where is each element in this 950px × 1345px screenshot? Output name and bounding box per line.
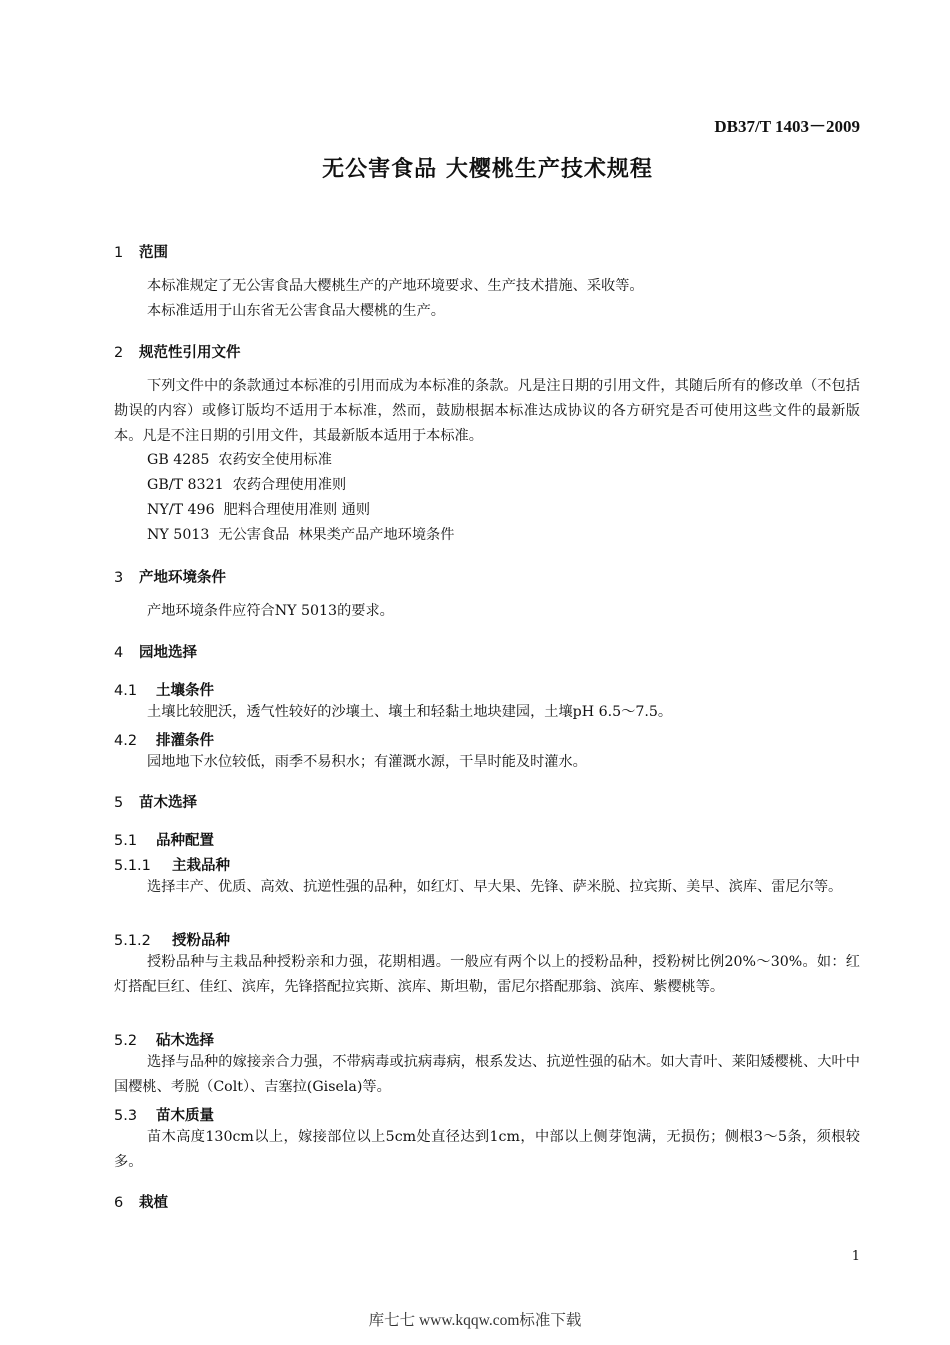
paragraph: 本标准适用于山东省无公害食品大樱桃的生产。: [147, 303, 445, 319]
page-title: 无公害食品 大樱桃生产技术规程: [322, 157, 653, 182]
section-title: 范围: [139, 245, 168, 261]
reference-item: NY/T 496 肥料合理使用准则 通则: [147, 502, 371, 518]
subsection-heading-pollinator: [114, 929, 230, 950]
section-number: 5.1.2: [114, 933, 151, 949]
section-number: 1: [114, 245, 124, 261]
section-heading-references: [114, 341, 241, 362]
section-title: 规范性引用文件: [139, 345, 241, 361]
document-number: DB37/T 1403－2009: [714, 117, 860, 136]
section-title: 授粉品种: [172, 933, 230, 949]
section-number: 4.2: [114, 733, 138, 749]
subsection-heading-rootstock: [114, 1029, 214, 1050]
section-number: 6: [114, 1195, 124, 1211]
section-number: 4: [114, 645, 124, 661]
section-heading-scope: [114, 241, 168, 262]
section-number: 5.2: [114, 1033, 138, 1049]
page-number: 1: [851, 1249, 860, 1264]
section-number: 5.3: [114, 1108, 138, 1124]
paragraph: 苗木高度130cm以上，嫁接部位以上5cm处直径达到1cm，中部以上侧芽饱满，无损伤；侧根3～5条，须根较多。: [114, 1129, 860, 1170]
reference-item: GB/T 8321 农药合理使用准则: [147, 477, 347, 493]
subsection-heading-variety: [114, 829, 214, 850]
reference-item: GB 4285 农药安全使用标准: [147, 452, 332, 468]
section-title: 苗木选择: [139, 795, 197, 811]
subsection-heading-seedling-quality: [114, 1104, 214, 1125]
footer-watermark: 库七七 www.kqqw.com标准下载: [368, 1312, 582, 1329]
subsection-heading-soil: [114, 679, 214, 700]
subsection-heading-irrigation: [114, 729, 214, 750]
paragraph: 授粉品种与主栽品种授粉亲和力强，花期相遇。一般应有两个以上的授粉品种，授粉树比例20%～30%。如：红灯搭配巨红、佳红、滨库，先锋搭配拉宾斯、滨库、斯坦勒，雷尼尔搭配那翁、滨库、紫樱桃等。: [114, 954, 860, 995]
section-title: 主栽品种: [172, 858, 230, 874]
paragraph: 选择与品种的嫁接亲合力强，不带病毒或抗病毒病，根系发达、抗逆性强的砧木。如大青叶、莱阳矮樱桃、大叶中国樱桃、考脱（Colt）、吉塞拉(Gisela)等。: [114, 1054, 860, 1095]
reference-item: NY 5013 无公害食品 林果类产品产地环境条件: [147, 527, 455, 543]
section-title: 产地环境条件: [139, 570, 226, 586]
paragraph: 选择丰产、优质、高效、抗逆性强的品种，如红灯、早大果、先锋、萨米脱、拉宾斯、美早、滨库、雷尼尔等。: [147, 879, 843, 895]
section-number: 5.1.1: [114, 858, 151, 874]
section-title: 品种配置: [156, 833, 214, 849]
section-number: 4.1: [114, 683, 138, 699]
subsection-heading-main-variety: [114, 854, 230, 875]
section-heading-site-selection: [114, 641, 197, 662]
paragraph: 下列文件中的条款通过本标准的引用而成为本标准的条款。凡是注日期的引用文件，其随后所有的修改单（不包括勘误的内容）或修订版均不适用于本标准，然而，鼓励根据本标准达成协议的各方研究是否可使用这些文件的最新版本。凡是不注日期的引用文件，其最新版本适用于本标准。: [114, 378, 860, 444]
section-heading-environment: [114, 566, 226, 587]
section-number: 3: [114, 570, 124, 586]
section-title: 砧木选择: [156, 1033, 214, 1049]
section-heading-seedling-selection: [114, 791, 197, 812]
section-title: 栽植: [139, 1195, 168, 1211]
section-title: 园地选择: [139, 645, 197, 661]
section-number: 5: [114, 795, 124, 811]
section-title: 土壤条件: [156, 683, 214, 699]
section-number: 5.1: [114, 833, 138, 849]
paragraph: 本标准规定了无公害食品大樱桃生产的产地环境要求、生产技术措施、采收等。: [147, 278, 644, 294]
paragraph: 产地环境条件应符合NY 5013的要求。: [147, 603, 394, 619]
paragraph: 园地地下水位较低，雨季不易积水；有灌溉水源，干旱时能及时灌水。: [147, 754, 587, 770]
paragraph: 土壤比较肥沃，透气性较好的沙壤土、壤土和轻黏土地块建园，土壤pH 6.5～7.5。: [147, 704, 673, 720]
section-heading-planting: [114, 1191, 168, 1212]
section-number: 2: [114, 345, 124, 361]
section-title: 苗木质量: [156, 1108, 214, 1124]
section-title: 排灌条件: [156, 733, 214, 749]
